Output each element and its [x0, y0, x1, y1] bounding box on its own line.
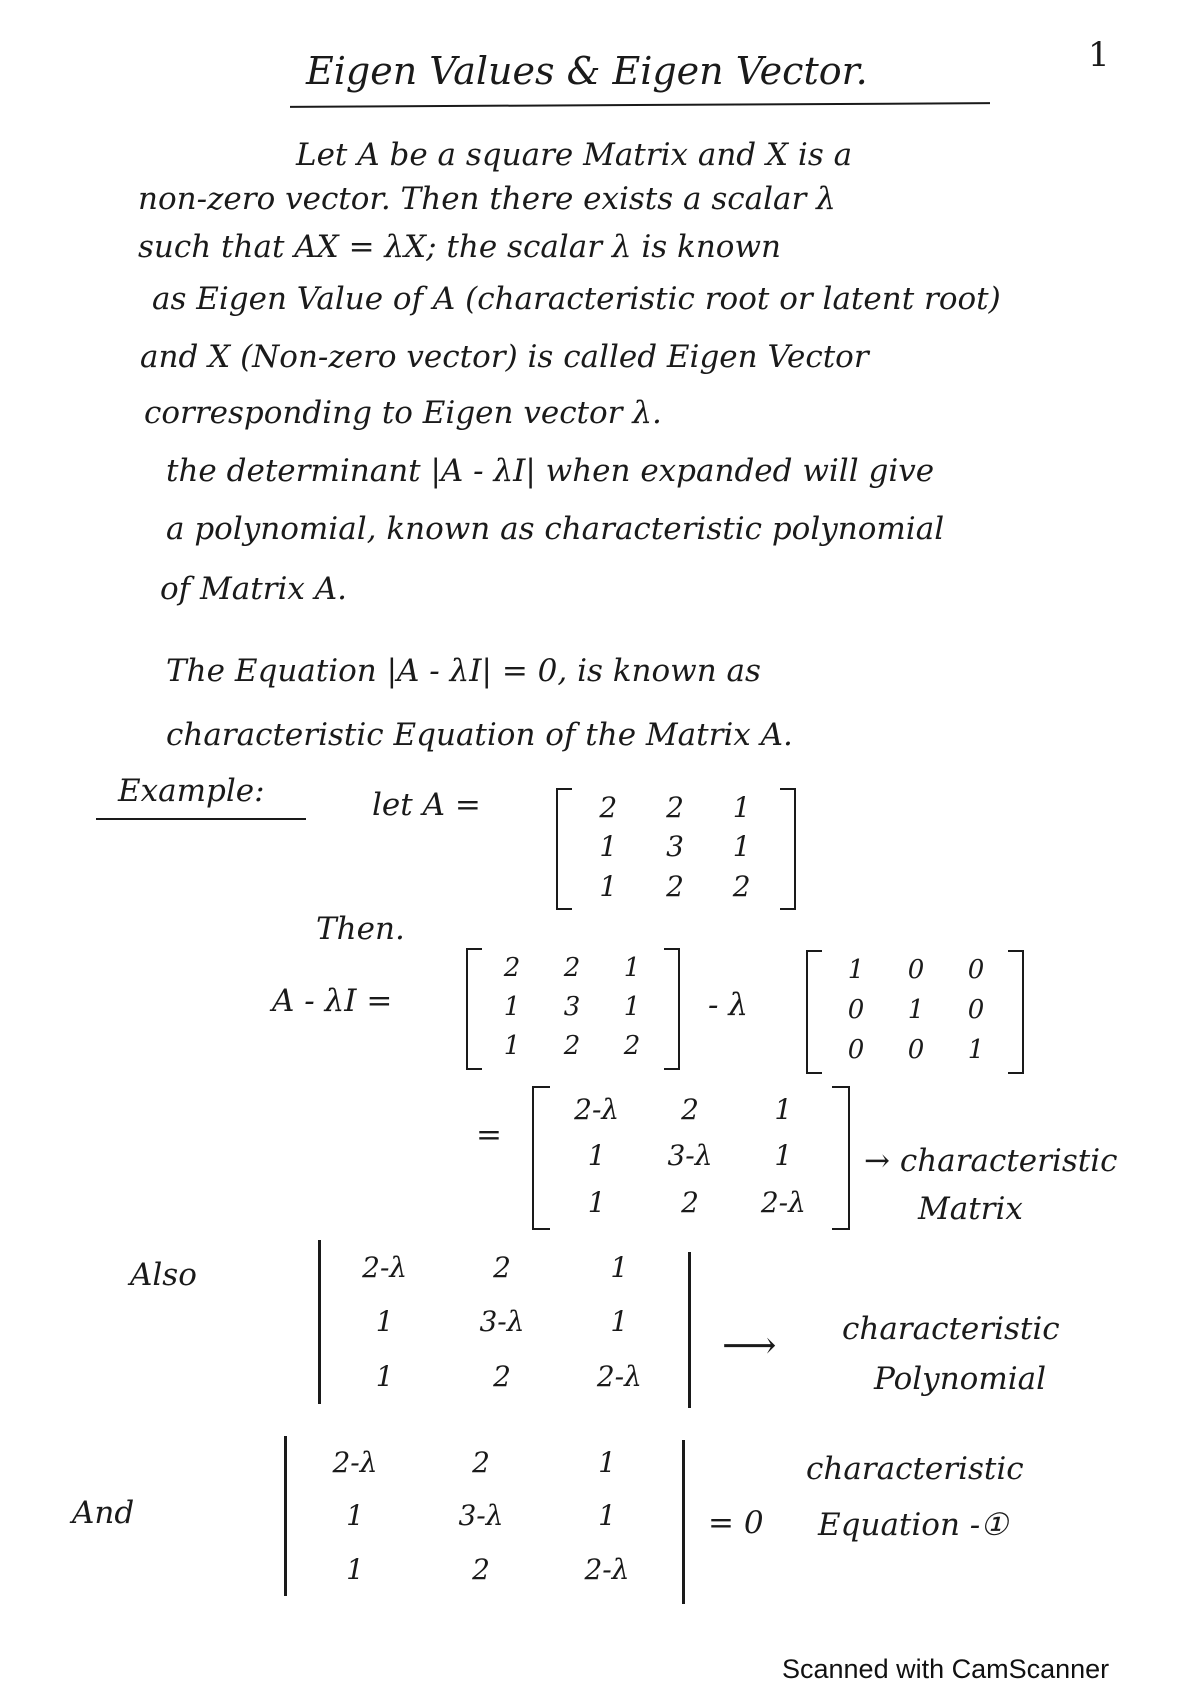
- page-title: Eigen Values & Eigen Vector.: [306, 49, 868, 93]
- char-matrix-cell: 1: [587, 1139, 606, 1173]
- equals-sign: =: [476, 1117, 502, 1153]
- identity-cell: 0: [907, 955, 925, 985]
- matrix-a-cell: 2: [599, 791, 618, 825]
- char-eq-cell: 3-λ: [458, 1499, 504, 1533]
- matrix-a-cell: 2: [666, 791, 684, 825]
- matrix-a-copy-cell: 1: [503, 1031, 521, 1062]
- matrix-a: [575, 788, 775, 906]
- identity-cell: 0: [907, 1035, 925, 1065]
- identity-cell: 1: [967, 1035, 985, 1065]
- polynomial-note-line-1: characteristic: [842, 1311, 1060, 1347]
- char-poly-right-bar: [688, 1252, 691, 1408]
- equation-note-label-1: characteristic: [806, 1451, 1024, 1487]
- char-poly-cell: 3-λ: [479, 1305, 525, 1339]
- char-matrix-note-line-1: → characteristic: [864, 1143, 1118, 1179]
- identity-cell: 1: [847, 955, 865, 985]
- char-matrix-cell: 2: [681, 1186, 699, 1220]
- char-poly-cell: 1: [610, 1305, 629, 1339]
- intro-line-3: such that AX = λX; the scalar λ is known: [138, 229, 781, 265]
- then-text: Then.: [316, 911, 405, 947]
- matrix-a-cell: 2: [732, 869, 751, 903]
- a-minus-lambda-i: A - λI =: [272, 983, 393, 1019]
- page-number: 1: [1088, 35, 1110, 75]
- matrix-a-copy-cell: 1: [623, 991, 641, 1022]
- intro-line-1: Let A be a square Matrix and X is a: [296, 137, 853, 173]
- char-eq-cell: 1: [598, 1499, 616, 1533]
- char-eq-cell: 1: [598, 1446, 616, 1480]
- title-underline: [290, 102, 990, 108]
- equation-note-line-2: characteristic Equation of the Matrix A.: [166, 717, 793, 753]
- char-poly-cell: 1: [375, 1305, 394, 1339]
- char-poly-cell: 2: [493, 1360, 511, 1394]
- example-label: Example:: [118, 773, 265, 809]
- equation-note-line-1: The Equation |A - λI| = 0, is known as: [166, 653, 761, 689]
- matrix-a-right-bracket: [780, 788, 796, 910]
- char-matrix-cell: 2-λ: [760, 1186, 806, 1220]
- equals-zero: = 0: [708, 1505, 764, 1541]
- char-poly-cell: 2-λ: [362, 1250, 408, 1284]
- matrix-a-copy-cell: 1: [623, 952, 641, 983]
- intro-line-6: corresponding to Eigen vector λ.: [144, 395, 662, 431]
- matrix-a-cell: 1: [599, 830, 618, 864]
- char-eq-cell: 1: [346, 1499, 364, 1533]
- polynomial-note-line-2: Polynomial: [874, 1361, 1047, 1397]
- char-poly-left-bar: [318, 1240, 321, 1404]
- char-eq-right-bar: [682, 1440, 685, 1604]
- matrix-a-copy-cell: 1: [503, 991, 521, 1022]
- identity-right-bracket: [1008, 950, 1024, 1074]
- characteristic-equation-determinant: [292, 1436, 670, 1596]
- identity-cell: 0: [847, 995, 865, 1025]
- char-matrix-note-line-2: Matrix: [918, 1191, 1023, 1227]
- identity-cell: 0: [967, 955, 985, 985]
- polynomial-arrow: ⟶: [722, 1323, 777, 1367]
- characteristic-polynomial-determinant: [326, 1240, 678, 1404]
- intro-line-9: of Matrix A.: [160, 571, 347, 607]
- characteristic-matrix: [550, 1086, 830, 1226]
- char-poly-cell: 2: [493, 1250, 511, 1284]
- char-matrix-cell: 1: [774, 1139, 793, 1173]
- char-matrix-cell: 3-λ: [667, 1139, 713, 1173]
- camscanner-watermark: Scanned with CamScanner: [782, 1654, 1110, 1684]
- intro-line-2: non-zero vector. Then there exists a scalar λ: [138, 181, 836, 217]
- also-label: Also: [130, 1257, 197, 1293]
- matrix-a-cell: 3: [666, 830, 684, 864]
- matrix-a-cell: 2: [666, 869, 684, 903]
- char-poly-cell: 2-λ: [596, 1360, 642, 1394]
- matrix-a-copy-cell: 2: [503, 952, 521, 983]
- identity-cell: 0: [847, 1035, 865, 1065]
- char-poly-cell: 1: [610, 1250, 629, 1284]
- char-eq-cell: 1: [346, 1552, 364, 1586]
- char-matrix-cell: 2: [681, 1092, 699, 1126]
- char-poly-cell: 1: [375, 1360, 394, 1394]
- intro-line-7: the determinant |A - λI| when expanded will give: [166, 453, 935, 489]
- matrix-a-copy-right-bracket: [664, 948, 680, 1070]
- identity-matrix: [826, 950, 1006, 1070]
- matrix-a-copy: [482, 948, 662, 1066]
- intro-line-4: as Eigen Value of A (characteristic root or latent root): [152, 281, 1001, 317]
- matrix-a-copy-cell: 3: [563, 991, 581, 1022]
- matrix-a-copy-cell: 2: [623, 1031, 641, 1062]
- identity-cell: 0: [967, 995, 985, 1025]
- char-matrix-cell: 1: [587, 1186, 606, 1220]
- identity-cell: 1: [907, 995, 925, 1025]
- let-a-text: let A =: [372, 787, 481, 823]
- char-matrix-cell: 2-λ: [574, 1092, 620, 1126]
- char-eq-cell: 2: [472, 1552, 490, 1586]
- char-eq-cell: 2-λ: [584, 1552, 630, 1586]
- intro-line-8: a polynomial, known as characteristic polynomial: [166, 511, 945, 547]
- char-eq-cell: 2: [472, 1446, 490, 1480]
- and-label: And: [72, 1495, 135, 1531]
- matrix-a-copy-cell: 2: [563, 952, 581, 983]
- matrix-a-copy-cell: 2: [563, 1031, 581, 1062]
- char-matrix-right-bracket: [832, 1086, 850, 1230]
- char-eq-cell: 2-λ: [332, 1446, 378, 1480]
- matrix-a-cell: 1: [599, 869, 618, 903]
- matrix-a-cell: 1: [732, 791, 751, 825]
- minus-lambda: - λ: [708, 987, 748, 1023]
- equation-note-label-2: Equation -①: [818, 1507, 1009, 1543]
- char-matrix-cell: 1: [774, 1092, 793, 1126]
- matrix-a-left-bracket: [556, 788, 572, 910]
- char-matrix-left-bracket: [532, 1086, 550, 1230]
- identity-left-bracket: [806, 950, 822, 1074]
- char-eq-left-bar: [284, 1436, 287, 1596]
- matrix-a-cell: 1: [732, 830, 751, 864]
- matrix-a-copy-left-bracket: [466, 948, 482, 1070]
- example-underline: [96, 818, 306, 820]
- intro-line-5: and X (Non-zero vector) is called Eigen Vector: [140, 339, 869, 375]
